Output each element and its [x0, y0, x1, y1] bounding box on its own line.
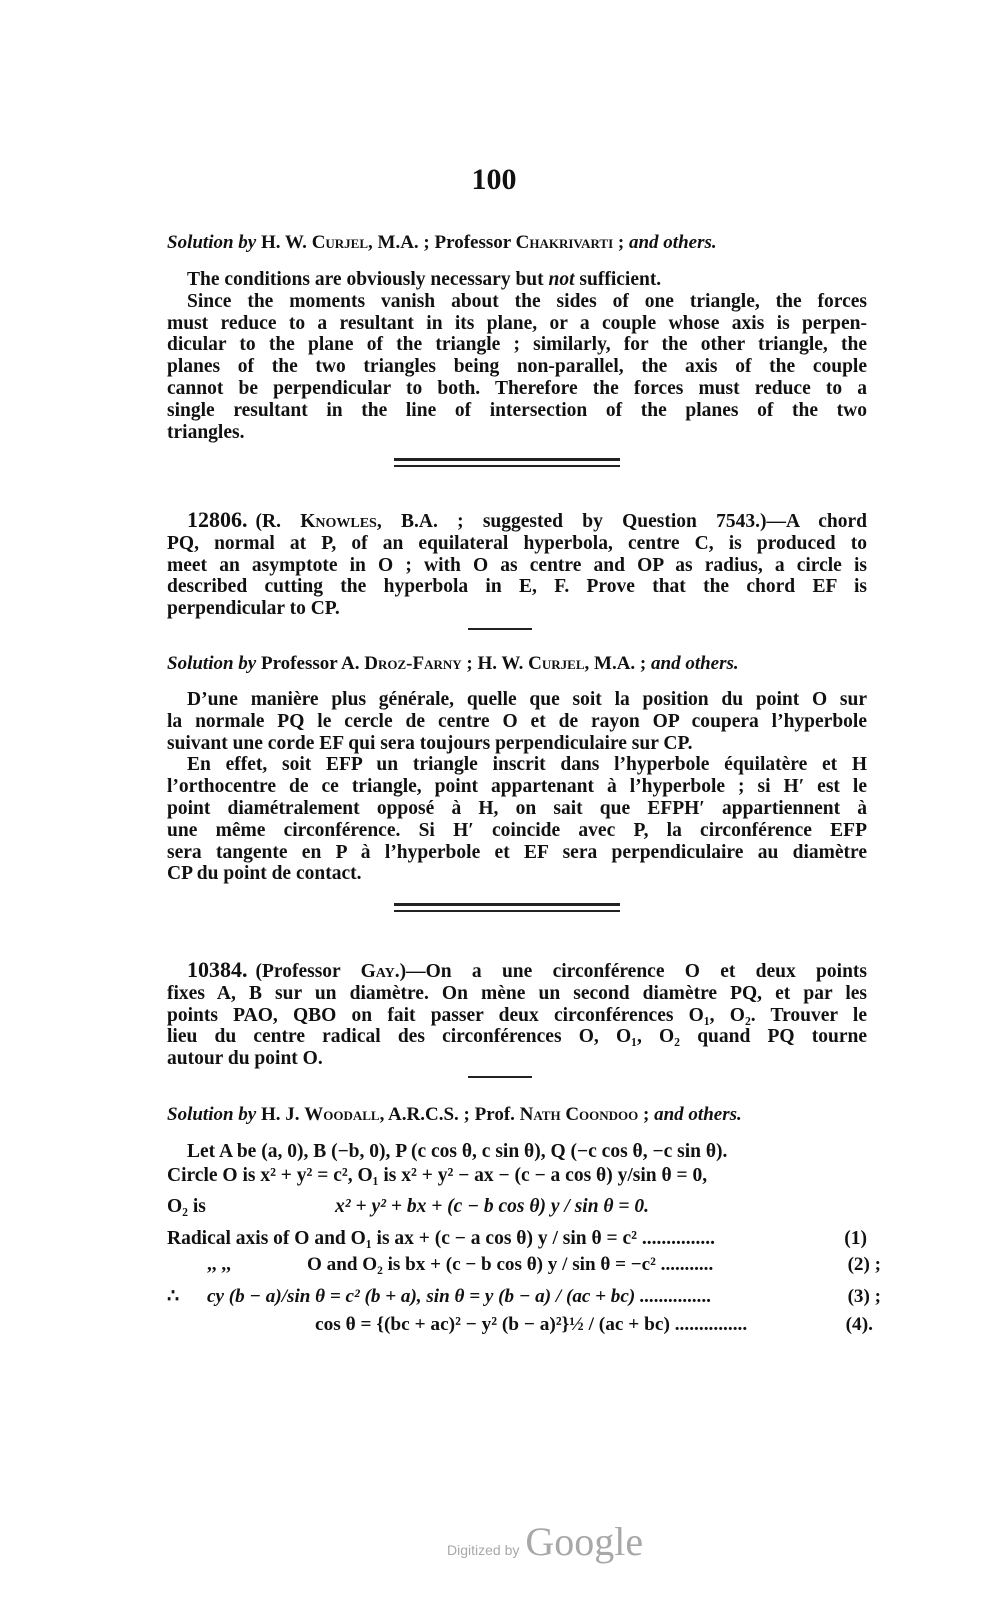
- credit-name-text: Professor A.: [260, 653, 365, 674]
- text-run: sufficient.: [579, 269, 662, 290]
- section-divider-double: [394, 903, 620, 912]
- credit-suffix: and others.: [628, 232, 717, 253]
- credit-suffix: and others.: [651, 653, 739, 674]
- equation-label: O₂ is: [167, 1196, 206, 1217]
- equation-line: [167, 1254, 881, 1276]
- credit-prefix: Solution by: [167, 232, 257, 253]
- question-line: described cutting the hyperbola in E, F. Prove that the chord EF is: [167, 576, 867, 598]
- answer-line: la normale PQ le cercle de centre O et de rayon OP coupera l’hyperbole: [167, 710, 867, 732]
- section-divider-short: [468, 1076, 532, 1078]
- credit-name-text: , A.R.C.S. ; Prof.: [379, 1104, 520, 1125]
- paragraph-line: planes of the two triangles being non-parallel, the axis of the couple: [167, 356, 867, 378]
- question-line: meet an asymptote in O ; with O as centre and OP as radius, a circle is: [167, 554, 867, 576]
- credit-name-curjel: Curjel: [311, 232, 369, 253]
- credit-name-text: ;: [613, 232, 629, 253]
- paragraph-line: cannot be perpendicular to both. Therefore the forces must reduce to a: [167, 377, 867, 399]
- page-number: 100: [471, 163, 517, 196]
- solution-credit-2: [167, 653, 867, 675]
- google-logo: Google: [525, 1519, 644, 1564]
- question-line: autour du point O.: [167, 1048, 323, 1070]
- ditto-marks: ,, ,,: [207, 1254, 231, 1275]
- text-run: (R.: [255, 511, 301, 532]
- equation-number: (4).: [845, 1314, 873, 1335]
- credit-name-text: , M.A. ;: [584, 653, 651, 674]
- question-12806: [167, 509, 867, 620]
- question-number: 12806.: [187, 507, 248, 532]
- question-line: points PAO, QBO on fait passer deux circonférences O₁, O₂. Trouver le: [167, 1004, 867, 1026]
- answer-line: une même circonférence. Si H′ coincide avec P, la circonférence EFP: [167, 819, 867, 841]
- paragraph-line: triangles.: [167, 421, 245, 443]
- question-first-line: [167, 509, 867, 533]
- paragraph-line: Since the moments vanish about the sides of one triangle, the forces: [187, 290, 867, 312]
- equation-number: (3) ;: [847, 1286, 881, 1307]
- answer-line: suivant une corde EF qui sera toujours perpendiculaire sur CP.: [167, 732, 693, 754]
- answer-line: CP du point de contact.: [167, 863, 362, 885]
- equation-text: x² + y² + bx + (c − b cos θ) y / sin θ = 0.: [335, 1196, 650, 1217]
- equation-line: [167, 1314, 873, 1336]
- text-run: The conditions are obviously necessary but: [187, 269, 544, 290]
- equation-line: [167, 1228, 867, 1250]
- equation-line: Let A be (a, 0), B (−b, 0), P (c cos θ, c sin θ), Q (−c cos θ, −c sin θ).: [187, 1141, 728, 1162]
- question-line: fixes A, B sur un diamètre. On mène un second diamètre PQ, et par les: [167, 982, 867, 1004]
- question-line: lieu du centre radical des circonférences O, O₁, O₂ quand PQ tourne: [167, 1026, 867, 1048]
- equation-number: (1): [844, 1228, 867, 1249]
- credit-name-text: , M.A. ; Professor: [368, 232, 516, 253]
- answer-line: sera tangente en P à l’hyperbole et EF sera perpendiculaire au diamètre: [167, 841, 867, 863]
- answer-line: l’orthocentre de ce triangle, point appartenant à l’hyperbole ; si H′ est le: [167, 776, 867, 798]
- text-run: (Professor: [255, 961, 361, 982]
- credit-name-curjel: Curjel: [528, 653, 585, 674]
- question-10384: [167, 959, 867, 1070]
- equation-number: (2) ;: [847, 1254, 881, 1275]
- paragraph-line: single resultant in the line of intersection of the planes of the two: [167, 399, 867, 421]
- credit-name-chakrivarti: Chakrivarti: [515, 232, 614, 253]
- section-divider-double: [394, 458, 620, 467]
- answer-line: point diamétralement opposé à H, on sait que EFPH′ appartiennent à: [167, 797, 867, 819]
- question-author: Gay: [360, 961, 395, 982]
- credit-prefix: Solution by: [167, 1104, 257, 1125]
- credit-name-nath-coondoo: Nath Coondoo: [519, 1104, 639, 1125]
- solution-text-1: [167, 269, 867, 443]
- paragraph-line: dicular to the plane of the triangle ; similarly, for the other triangle, the: [167, 334, 867, 356]
- section-divider-short: [468, 628, 532, 630]
- solution-equations-3: [167, 1141, 881, 1336]
- credit-name-droz-farny: Droz-Farny: [364, 653, 462, 674]
- solution-credit-3: [167, 1104, 867, 1126]
- credit-name-text: H. W.: [260, 232, 312, 253]
- paragraph-line: [167, 269, 867, 291]
- question-line: PQ, normal at P, of an equilateral hyperbola, centre C, is produced to: [167, 532, 867, 554]
- equation-text: O and O₂ is bx + (c − b cos θ) y / sin θ = −c² ...........: [307, 1254, 714, 1275]
- equation-line: [167, 1286, 881, 1308]
- digitized-by-text: Digitized by: [447, 1542, 520, 1558]
- credit-suffix: and others.: [654, 1104, 742, 1125]
- credit-name-text: ;: [638, 1104, 655, 1125]
- question-author: Knowles: [300, 511, 377, 532]
- answer-line: En effet, soit EFP un triangle inscrit dans l’hyperbole équilatère et H: [187, 754, 867, 776]
- solution-credit-1: [167, 232, 867, 254]
- question-first-line: [167, 959, 867, 983]
- emphasis-not: not: [548, 269, 575, 290]
- equation-line: [167, 1196, 867, 1218]
- paragraph-line: must reduce to a resultant in its plane, or a couple whose axis is perpen-: [167, 312, 867, 334]
- equation-text: cy (b − a)/sin θ = c² (b + a), sin θ = y (b − a) / (ac + bc) ...............: [207, 1286, 712, 1307]
- credit-prefix: Solution by: [167, 653, 257, 674]
- google-watermark: [447, 1518, 643, 1565]
- equation-text: Radical axis of O and O₁ is ax + (c − a cos θ) y / sin θ = c² ...............: [167, 1228, 716, 1249]
- text-run: , B.A. ; suggested by Question 7543.)—A chord: [376, 511, 867, 532]
- equation-text: cos θ = {(bc + ac)² − y² (b − a)²}½ / (ac + bc) ...............: [315, 1314, 748, 1335]
- credit-name-text: ; H. W.: [461, 653, 529, 674]
- question-line: perpendicular to CP.: [167, 598, 340, 620]
- credit-name-text: H. J.: [260, 1104, 305, 1125]
- answer-line: D’une manière plus générale, quelle que soit la position du point O sur: [187, 689, 867, 710]
- question-number: 10384.: [187, 957, 248, 982]
- therefore-symbol: ∴: [167, 1286, 180, 1307]
- text-run: .)—On a une circonférence O et deux points: [394, 961, 868, 982]
- equation-line: Circle O is x² + y² = c², O₁ is x² + y² − ax − (c − a cos θ) y/sin θ = 0,: [167, 1165, 708, 1186]
- solution-text-2: [167, 689, 867, 885]
- credit-name-woodall: Woodall: [304, 1104, 380, 1125]
